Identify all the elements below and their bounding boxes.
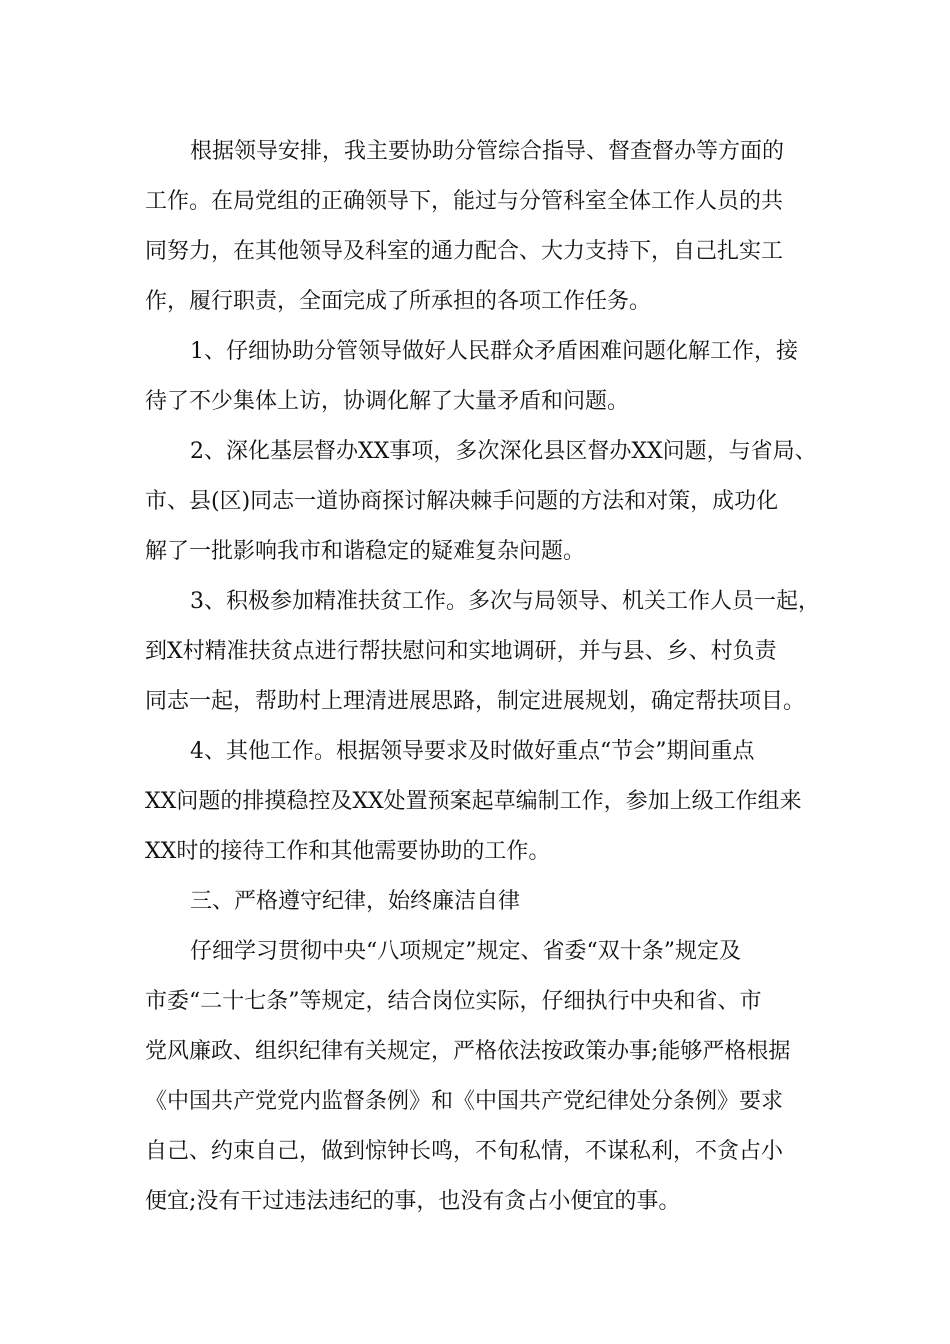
item-4-line-3: XX时的接待工作和其他需要协助的工作。 [145,839,551,864]
item-2-line-3: 解了一批影响我市和谐稳定的疑难复杂问题。 [145,539,586,564]
item-1-line-2: 待了不少集体上访，协调化解了大量矛盾和问题。 [145,389,630,414]
paragraph-2-line-5: 自己、约束自己，做到惊钟长鸣，不旬私情，不谋私利，不贪占小 [145,1139,784,1164]
item-3-line-1: 3、积极参加精准扶贫工作。多次与局领导、机关工作人员一起， [190,589,820,614]
item-1-line-1: 1、仔细协助分管领导做好人民群众矛盾困难问题化解工作，接 [190,339,798,364]
item-2-line-2: 市、县(区)同志一道协商探讨解决棘手问题的方法和对策，成功化 [145,489,779,514]
item-3-line-3: 同志一起，帮助村上理清进展思路，制定进展规划，确定帮扶项目。 [145,689,806,714]
paragraph-2-line-4: 《中国共产党党内监督条例》和《中国共产党纪律处分条例》要求 [145,1089,784,1114]
item-3-line-2: 到X村精准扶贫点进行帮扶慰问和实地调研，并与县、乡、村负责 [145,639,777,664]
paragraph-2-line-3: 党风廉政、组织纪律有关规定，严格依法按政策办事;能够严格根据 [145,1039,791,1064]
paragraph-1-line-4: 作，履行职责，全面完成了所承担的各项工作任务。 [145,289,652,314]
paragraph-2-line-1: 仔细学习贯彻中央“八项规定”规定、省委“双十条”规定及 [190,939,741,964]
paragraph-2-line-2: 市委“二十七条”等规定，结合岗位实际，仔细执行中央和省、市 [145,989,762,1014]
paragraph-1-line-1: 根据领导安排，我主要协助分管综合指导、督查督办等方面的 [190,139,785,164]
item-4-line-2: XX问题的排摸稳控及XX处置预案起草编制工作，参加上级工作组来 [145,789,802,814]
paragraph-1-line-3: 同努力，在其他领导及科室的通力配合、大力支持下，自己扎实工 [145,239,784,264]
item-4-line-1: 4、其他工作。根据领导要求及时做好重点“节会”期间重点 [190,739,755,764]
section-heading: 三、严格遵守纪律，始终廉洁自律 [190,889,521,914]
paragraph-2-line-6: 便宜;没有干过违法违纪的事，也没有贪占小便宜的事。 [145,1189,681,1214]
paragraph-1-line-2: 工作。在局党组的正确领导下，能过与分管科室全体工作人员的共 [145,189,784,214]
item-2-line-1: 2、深化基层督办XX事项，多次深化县区督办XX问题，与省局、 [190,439,817,464]
